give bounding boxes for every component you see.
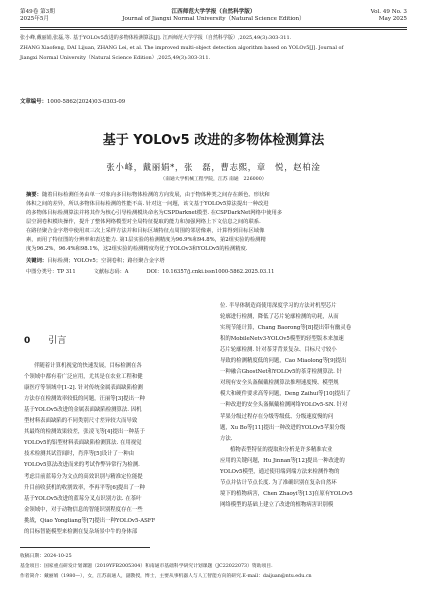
header-rule [20,27,407,28]
body-text-line: 升目前收获机的收割效率，李再平等[6]提出了一种 [24,484,145,491]
body-text-line: 芯片轮廓检测. 针对茶芽背景复杂、目标尺寸较小 [220,347,337,354]
header-journal-name [0,9,427,24]
body-text-line: 实现节能计算，Chang Baorong等[8]提出带有幽灵卷 [220,325,352,332]
body-text-line: YOLOv5的铝型材料表面缺陷检测算法. 在用视觉 [24,440,142,447]
keywords-text: 目标检测；YOLOv5；空洞卷积；路径聚合金字塔 [47,258,165,264]
keywords [26,256,165,264]
header-left-line1: 第49卷 第3期 [20,9,55,15]
body-text-line: 方法存在检测效率较低的问题，汪丽等[3]提出一种 [24,396,145,403]
clc-number: 中图分类号：TP 311 [26,269,76,275]
body-text-line: 位. 半导体制造商使用深度学习的方法对机型芯片 [220,303,337,309]
body-text-line: 积的MobileNetv3-YOLOv5模型的轻型版本来加速 [220,336,344,343]
body-text-line: 个领域中都有着广泛应用，尤其是在农业工程和健 [24,374,143,381]
header-right-line1: Vol. 49 No. 3 [370,9,407,15]
body-text-line: 网络模型的基础上建立了改进的植物病害识别模 [220,501,334,508]
citation-line: Jiangxi Normal University（Natural Science Edition）,2025,49(3):303-311. [20,55,211,61]
article-number-label: 文章编号： [20,99,47,105]
abstract-line: 素，而用了特征图的分辨率和表达能力. 第1层实验的检测精度为96.9%和94.8%，第2组实验的检测精 [26,237,266,243]
header-center-line1: 江西师范大学学报（自然科学版） [171,9,256,15]
author-list: 张小峰，戴丽娟*，张 磊，曹志熙，章 悦，赵柏淦 [106,162,321,172]
body-text-line: 基于YOLOv5改进的蓝莓分叉点识别方法. 在茶叶 [24,495,142,502]
keywords-label: 关键词： [26,258,48,264]
body-text-line: 苹果分级过程存在分级等级低、分级速度慢的问 [220,413,334,420]
body-text-line: 轮廓进行检测，降低了芯片轮廓检测的功耗，从而 [220,314,339,321]
abstract-line: 的多物体目标检测算法并将其作为核心引导检测模块命名为CSPDarknet模型. 在CSPDarkNet网络中使用多 [26,210,283,216]
section-title: 引言 [48,336,67,346]
body-text-line: 一种改进的安全头盔佩戴检测网络YOLOv5-SN. 针对 [220,402,348,409]
section-number: 0 [24,336,31,346]
header-volume-issue-en [371,9,407,24]
citation-line: ZHANG Xiaofeng, DAI Lijuan, ZHANG Lei, et al. The improved multi-object detection algorithm based on YOLOv5[J]. Journal of [20,45,344,51]
article-number [20,97,125,105]
body-text-line: 考虑目前蓝莓分为文点的高效识别与精准定位能提 [24,473,143,480]
body-text-line: 挑战，Qiao Yongliang等[7]提出一种YOLOv5-ASFF [24,517,156,524]
body-text-line: 题，Xu Bo等[11]提出一种改进的YOLOv5苹果分级 [220,424,346,431]
body-text-line: 一种融合GhostNet和YOLOv5的茶芽检测算法. 针 [220,369,342,376]
body-text-line: 金领域中，对于动物信息的智能识别程度存在一些 [24,506,143,513]
header-rule-thin [20,29,407,30]
abstract-text: 随着目标检测任务由单一对象向多目标物体检测的方向发展，由于物体种类之间存在颜色、形状和 [41,192,270,198]
document-code: 文献标志码：A [93,269,129,275]
header-left-line2: 2025年5月 [20,16,49,23]
abstract-line: 层空洞卷积模块操作，提升了整体网络模型对全局特征提取的能力和加强网络上下文信息之间的联系. [26,219,261,225]
body-text-line: 方法. [220,435,233,442]
abstract-line: 在路径聚合金字塔中使用双三次上采样方法并和目标区域特征点周围的邻居像素，计算得到目标区域像 [26,228,265,234]
body-text-line: YOLOv5算法改进而来的考试作弊异常行为检测. [24,462,140,469]
body-text-line: 基于YOLOv5改进的金属表面缺陷检测算法. 因机 [24,407,142,414]
abstract-line [26,190,270,198]
body-text-line: 境下的植物病害，Chen Zhaoyi等[13]在原有YOLOv5 [220,490,353,497]
body-text-line: 康医疗等领域中[1-2]. 针对传统金属表面缺陷检测 [24,385,143,392]
section-heading [24,333,66,346]
footnote-rule [20,547,150,548]
body-text-line: 伴随着计算机视觉的快速发展，目标检测在各 [34,363,142,369]
doi: DOI：10.16357/j.cnki.issn1000-5862.2025.03.11 [146,269,275,275]
body-text-line: YOLOv5模型，通过使用端到端方法来检测作物的 [220,468,340,475]
classification-line [26,268,292,275]
body-text-line: 导致的检测精度低的问题，Cao Miaolong等[9]提出 [220,358,347,365]
footnote-author-bio: 作者简介：戴丽娟（1980—），女，江苏南通人，副教授，博士，主要从事机器人与人工智能方向的研究.E-mail：daijuan@ntu.edu.cn [20,574,312,579]
body-text-line: 型材料表面缺陷的不同类别尺寸差异较大而导致 [24,418,138,425]
footnote-received: 收稿日期：2024-10-25 [20,554,72,559]
header-right-line2: May 2025 [378,16,407,23]
body-text-line: 技术检测其试管闻时，肖萍等[5]设计了一种由 [24,451,135,458]
body-text-line: 节点并估计节点长度. 为了准确识别在复杂自然环 [220,479,337,486]
body-text-line: 植物表型特征的提取和分析是许多精准农业 [230,446,333,453]
body-text-line: 的目标智能模型来检测在复杂场景中牛的身体部 [24,528,138,535]
abstract-line: 度为96.2%、96.4%和98.1%，这2组实验的检测精度均优于YOLOv3和YOLOv5的检测精度. [26,246,248,252]
affiliation: （南通大学机械工程学院，江苏 南通 226000） [160,177,267,182]
footnote-funding: 基金项目：国家重点研发计划课题（2019YFB2005304）和南通市基础科学研究计划课题（JC22022073）资助项目. [20,564,273,569]
abstract-label: 摘要： [26,192,42,198]
abstract-line: 体积之间的差异，所以多物体目标检测的性能不高. 针对这一问题，该文基于YOLOv5算法提出一种改进 [26,201,269,207]
header-center-line2: Journal of Jiangxi Normal University（Natural Science Edition） [122,16,305,23]
body-text-line: 其最终的检测效果较差，张凌飞等[4]提出一种基于 [24,429,145,436]
paper-title: 基于 YOLOv5 改进的多物体检测算法 [102,133,325,148]
citation-line: 张小峰,戴丽娟,张磊,等. 基于YOLOv5改进的多物体检测算法[J]. 江西师范大学学报（自然科学版）,2025,49(3):303-311. [20,35,292,41]
article-number-value: 1000-5862(2024)03-0303-09 [46,99,126,105]
body-text-line: 对现有安全头盔佩戴检测算法推理速度慢、模型规 [220,380,339,387]
body-text-line: 模大和硬件要求高等问题，Deng Zaihui等[10]提出了 [220,391,351,398]
body-text-line: 应用的关键问题，Hu Jinnan等[12]提出一种改进的 [220,457,345,464]
